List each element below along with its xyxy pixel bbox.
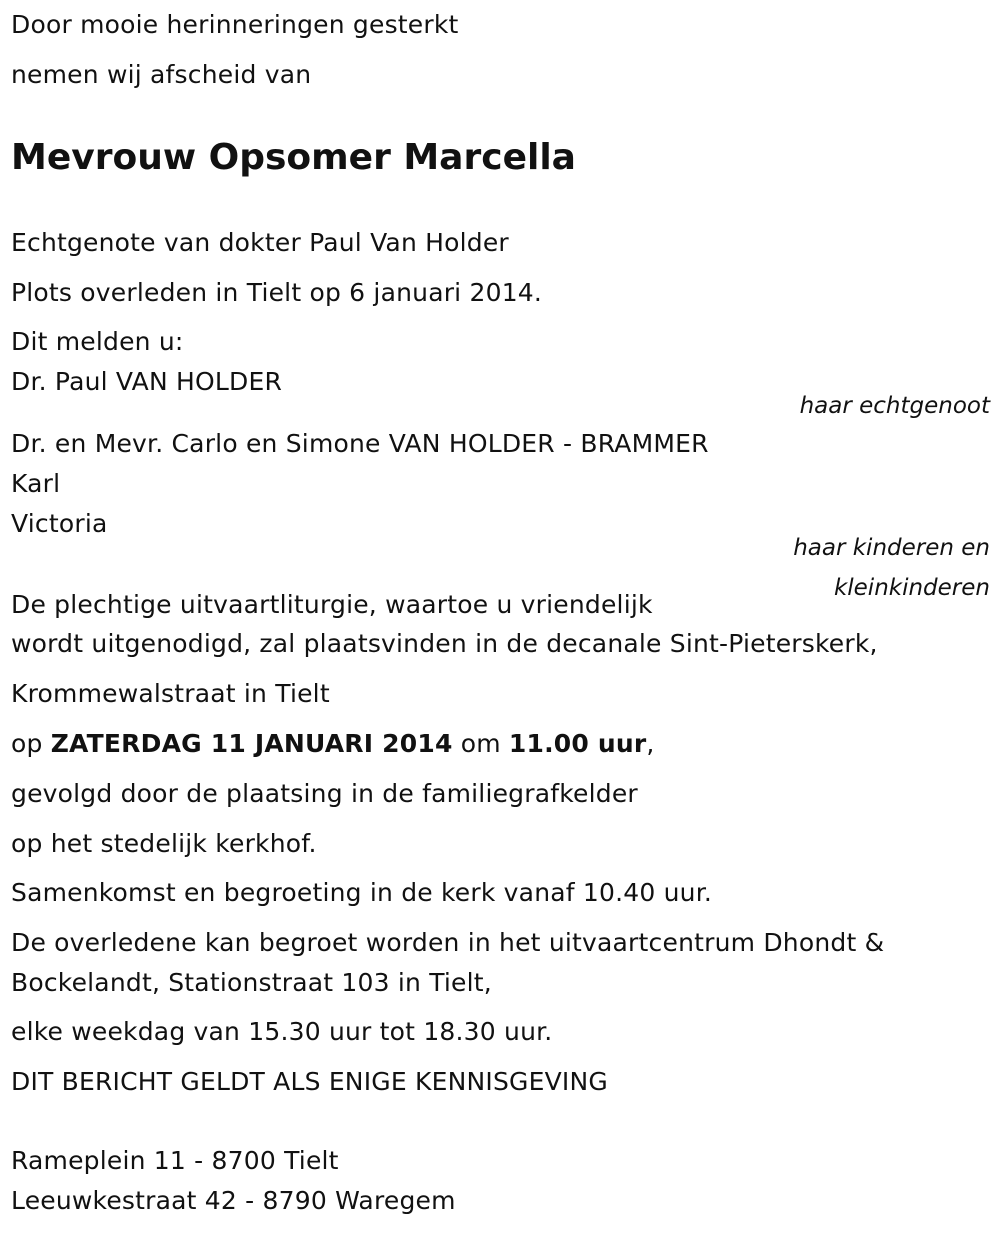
husband-name: Dr. Paul VAN HOLDER bbox=[11, 367, 283, 396]
children-role-1: haar kinderen en bbox=[793, 535, 990, 561]
grandchild-2: Victoria bbox=[11, 509, 108, 538]
date-prefix: op bbox=[11, 729, 51, 758]
funeral-time: 11.00 uur bbox=[508, 729, 647, 758]
funeral-line-6: op het stedelijk kerkhof. bbox=[11, 829, 317, 858]
intro-line-2: nemen wij afscheid van bbox=[11, 60, 312, 89]
funeral-line-9: Bockelandt, Stationstraat 103 in Tielt, bbox=[11, 968, 492, 997]
funeral-line-5: gevolgd door de plaatsing in de familiegrafkelder bbox=[11, 779, 638, 808]
funeral-line-10: elke weekdag van 15.30 uur tot 18.30 uur. bbox=[11, 1017, 553, 1046]
funeral-line-2: wordt uitgenodigd, zal plaatsvinden in de decanale Sint-Pieterskerk, bbox=[11, 629, 878, 658]
funeral-line-7: Samenkomst en begroeting in de kerk vanaf 10.40 uur. bbox=[11, 878, 713, 907]
funeral-date: ZATERDAG 11 JANUARI 2014 bbox=[50, 729, 453, 758]
funeral-line-8: De overledene kan begroet worden in het uitvaartcentrum Dhondt & bbox=[11, 928, 885, 957]
husband-role: haar echtgenoot bbox=[799, 393, 990, 419]
grandchild-1: Karl bbox=[11, 469, 61, 498]
children-names: Dr. en Mevr. Carlo en Simone VAN HOLDER - BRAMMER bbox=[11, 429, 709, 458]
time-prefix: om bbox=[452, 729, 509, 758]
spouse-line: Echtgenote van dokter Paul Van Holder bbox=[11, 228, 509, 257]
address-2: Leeuwkestraat 42 - 8790 Waregem bbox=[11, 1186, 456, 1215]
deceased-name: Mevrouw Opsomer Marcella bbox=[11, 137, 576, 178]
funeral-line-1: De plechtige uitvaartliturgie, waartoe u vriendelijk bbox=[11, 590, 653, 619]
family-intro: Dit melden u: bbox=[11, 327, 184, 356]
death-line: Plots overleden in Tielt op 6 januari 2014. bbox=[11, 278, 543, 307]
time-suffix: , bbox=[646, 729, 655, 758]
address-1: Rameplein 11 - 8700 Tielt bbox=[11, 1146, 339, 1175]
notice-line: DIT BERICHT GELDT ALS ENIGE KENNISGEVING bbox=[11, 1067, 608, 1096]
funeral-line-3: Krommewalstraat in Tielt bbox=[11, 679, 330, 708]
funeral-date-line bbox=[11, 729, 655, 759]
children-role-2: kleinkinderen bbox=[833, 575, 990, 601]
intro-line-1: Door mooie herinneringen gesterkt bbox=[11, 10, 459, 39]
